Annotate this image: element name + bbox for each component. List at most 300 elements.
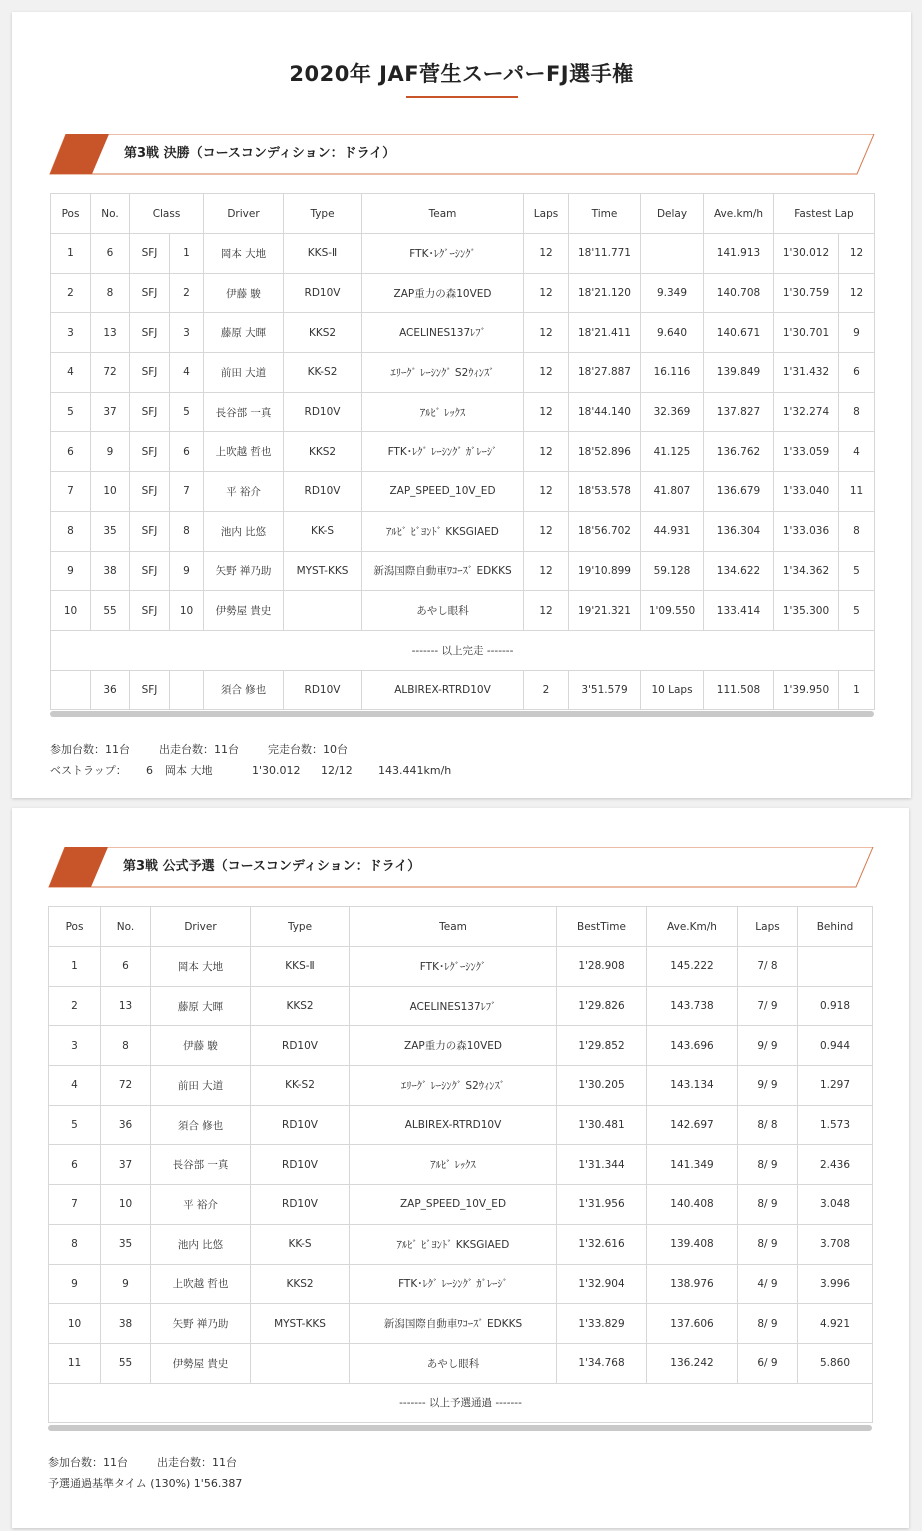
laps-cell: 2: [524, 670, 569, 710]
team-cell: FTK･ﾚｸﾞｰｼﾝｸﾞ: [362, 234, 524, 274]
time-cell: 18'21.120: [569, 273, 641, 313]
laps-cell: 12: [524, 551, 569, 591]
best-time-cell: 1'31.956: [557, 1185, 647, 1225]
delay-cell: 41.125: [641, 432, 704, 472]
time-cell: 18'52.896: [569, 432, 641, 472]
best-lap-lap: 12/12: [321, 764, 353, 777]
time-cell: 18'27.887: [569, 353, 641, 393]
car-no-cell: 9: [91, 432, 130, 472]
class-pos-cell: 3: [170, 313, 204, 353]
car-no-cell: 10: [101, 1185, 151, 1225]
team-cell: ZAP重力の森10VED: [362, 273, 524, 313]
team-cell: あやし眼科: [350, 1343, 557, 1383]
time-cell: 18'21.411: [569, 313, 641, 353]
class-pos-cell: 2: [170, 273, 204, 313]
ave-speed-cell: 137.827: [704, 392, 774, 432]
table-row: [49, 1224, 873, 1264]
table-row: [51, 353, 875, 393]
race-section-title: 第3戦 決勝（コースコンディション：ドライ）: [124, 146, 396, 161]
car-no-cell: 35: [101, 1224, 151, 1264]
table-row: [49, 1185, 873, 1225]
car-no-cell: 6: [101, 947, 151, 987]
fastest-lap-cell: 1'30.012: [774, 234, 839, 274]
type-cell: KKS-Ⅱ: [284, 234, 362, 274]
fastest-lap-cell: 1'39.950: [774, 670, 839, 710]
col-header-laps: Laps: [738, 907, 798, 947]
behind-cell: 1.297: [798, 1066, 873, 1106]
behind-cell: [798, 947, 873, 987]
delay-cell: 32.369: [641, 392, 704, 432]
driver-cell: 伊勢屋 貴史: [204, 591, 284, 631]
pos-cell: 9: [51, 551, 91, 591]
car-no-cell: 36: [91, 670, 130, 710]
col-header-pos: Pos: [51, 194, 91, 234]
time-cell: 3'51.579: [569, 670, 641, 710]
behind-cell: 3.708: [798, 1224, 873, 1264]
table-row: [51, 670, 875, 710]
driver-cell: 池内 比悠: [204, 511, 284, 551]
table-row: [49, 1066, 873, 1106]
class-cell: SFJ: [130, 670, 170, 710]
ave-speed-cell: 143.696: [647, 1026, 738, 1066]
time-cell: 18'56.702: [569, 511, 641, 551]
laps-cell: 12: [524, 353, 569, 393]
ave-speed-cell: 143.738: [647, 986, 738, 1026]
car-no-cell: 8: [91, 273, 130, 313]
best-time-cell: 1'30.205: [557, 1066, 647, 1106]
driver-cell: 前田 大道: [204, 353, 284, 393]
car-no-cell: 13: [101, 986, 151, 1026]
team-cell: ZAP重力の森10VED: [350, 1026, 557, 1066]
type-cell: KKS-Ⅱ: [251, 947, 350, 987]
team-cell: ｴﾘｰｸﾞ ﾚｰｼﾝｸﾞ S2ｳｨﾝｽﾞ: [362, 353, 524, 393]
driver-cell: 池内 比悠: [151, 1224, 251, 1264]
driver-cell: 矢野 禅乃助: [204, 551, 284, 591]
class-cell: SFJ: [130, 234, 170, 274]
race-results-card: [12, 12, 911, 798]
pos-cell: 4: [49, 1066, 101, 1106]
table-row: [49, 947, 873, 987]
car-no-cell: 55: [101, 1343, 151, 1383]
race-summary-counts: [50, 739, 451, 760]
class-cell: SFJ: [130, 392, 170, 432]
table-row: [51, 432, 875, 472]
type-cell: [251, 1343, 350, 1383]
col-header-fastest-lap: Fastest Lap: [774, 194, 875, 234]
class-pos-cell: 8: [170, 511, 204, 551]
qualifying-card: [12, 808, 909, 1528]
fastest-lap-no-cell: 5: [839, 591, 875, 631]
team-cell: ｴﾘｰｸﾞ ﾚｰｼﾝｸﾞ S2ｳｨﾝｽﾞ: [350, 1066, 557, 1106]
delay-cell: 1'09.550: [641, 591, 704, 631]
col-header-team: Team: [362, 194, 524, 234]
team-cell: 新潟国際自動車ﾜｺｰｽﾞ EDKKS: [350, 1304, 557, 1344]
col-header-driver: Driver: [151, 907, 251, 947]
team-cell: ZAP_SPEED_10V_ED: [350, 1185, 557, 1225]
class-pos-cell: 6: [170, 432, 204, 472]
qualifying-summary-counts: [48, 1452, 242, 1473]
laps-cell: 8/ 9: [738, 1304, 798, 1344]
table-row: [51, 591, 875, 631]
laps-cell: 12: [524, 472, 569, 512]
qualifying-section-header: [48, 847, 874, 887]
behind-cell: 4.921: [798, 1304, 873, 1344]
best-time-cell: 1'30.481: [557, 1105, 647, 1145]
team-cell: ｱﾙﾋﾞ ﾚｯｸｽ: [350, 1145, 557, 1185]
laps-cell: 12: [524, 511, 569, 551]
table-row: [49, 1105, 873, 1145]
finishers-count: 完走台数：10台: [268, 743, 348, 756]
table-row: [51, 511, 875, 551]
title-underline: [406, 96, 518, 98]
ave-speed-cell: 136.304: [704, 511, 774, 551]
entries-count: 参加台数：11台: [50, 743, 130, 756]
ave-speed-cell: 141.913: [704, 234, 774, 274]
driver-cell: 長谷部 一真: [204, 392, 284, 432]
laps-cell: 9/ 9: [738, 1026, 798, 1066]
best-lap-car-no: 6: [146, 764, 153, 777]
fastest-lap-cell: 1'30.701: [774, 313, 839, 353]
laps-cell: 6/ 9: [738, 1343, 798, 1383]
fastest-lap-cell: 1'32.274: [774, 392, 839, 432]
ave-speed-cell: 140.408: [647, 1185, 738, 1225]
fastest-lap-no-cell: 12: [839, 273, 875, 313]
fastest-lap-no-cell: 12: [839, 234, 875, 274]
best-time-cell: 1'32.904: [557, 1264, 647, 1304]
col-header-driver: Driver: [204, 194, 284, 234]
class-cell: SFJ: [130, 432, 170, 472]
driver-cell: 須合 修也: [204, 670, 284, 710]
ave-speed-cell: 138.976: [647, 1264, 738, 1304]
car-no-cell: 10: [91, 472, 130, 512]
driver-cell: 長谷部 一真: [151, 1145, 251, 1185]
car-no-cell: 35: [91, 511, 130, 551]
best-time-cell: 1'29.826: [557, 986, 647, 1026]
col-header-type: Type: [284, 194, 362, 234]
driver-cell: 須合 修也: [151, 1105, 251, 1145]
type-cell: KKS2: [251, 986, 350, 1026]
col-header-type: Type: [251, 907, 350, 947]
table-header-row: [51, 194, 875, 234]
best-time-cell: 1'31.344: [557, 1145, 647, 1185]
table-row: [51, 472, 875, 512]
behind-cell: 0.944: [798, 1026, 873, 1066]
class-cell: SFJ: [130, 472, 170, 512]
fastest-lap-no-cell: 11: [839, 472, 875, 512]
class-pos-cell: 5: [170, 392, 204, 432]
race-summary: [50, 739, 451, 781]
table-row: [49, 1304, 873, 1344]
fastest-lap-cell: 1'30.759: [774, 273, 839, 313]
type-cell: RD10V: [284, 392, 362, 432]
page-title: 2020年 JAF菅生スーパーFJ選手権: [289, 62, 634, 86]
table-row: [51, 234, 875, 274]
pos-cell: 10: [49, 1304, 101, 1344]
pos-cell: 5: [49, 1105, 101, 1145]
car-no-cell: 13: [91, 313, 130, 353]
table-row: [51, 313, 875, 353]
type-cell: KKS2: [284, 432, 362, 472]
behind-cell: 5.860: [798, 1343, 873, 1383]
class-pos-cell: 7: [170, 472, 204, 512]
ave-speed-cell: 136.242: [647, 1343, 738, 1383]
race-section-header: [49, 134, 875, 174]
behind-cell: 3.048: [798, 1185, 873, 1225]
delay-cell: 44.931: [641, 511, 704, 551]
fastest-lap-cell: 1'33.059: [774, 432, 839, 472]
class-pos-cell: 1: [170, 234, 204, 274]
best-time-cell: 1'34.768: [557, 1343, 647, 1383]
class-pos-cell: 10: [170, 591, 204, 631]
table-row: [49, 1145, 873, 1185]
team-cell: ACELINES137ﾚﾌﾞ: [362, 313, 524, 353]
ave-speed-cell: 140.671: [704, 313, 774, 353]
fastest-lap-cell: 1'34.362: [774, 551, 839, 591]
time-cell: 18'11.771: [569, 234, 641, 274]
ave-speed-cell: 134.622: [704, 551, 774, 591]
type-cell: RD10V: [251, 1026, 350, 1066]
ave-speed-cell: 111.508: [704, 670, 774, 710]
behind-cell: 0.918: [798, 986, 873, 1026]
ave-speed-cell: 133.414: [704, 591, 774, 631]
table-row: [51, 273, 875, 313]
behind-cell: 1.573: [798, 1105, 873, 1145]
type-cell: KKS2: [284, 313, 362, 353]
laps-cell: 4/ 9: [738, 1264, 798, 1304]
fastest-lap-no-cell: 4: [839, 432, 875, 472]
laps-cell: 8/ 8: [738, 1105, 798, 1145]
table-divider-row: [49, 1383, 873, 1423]
car-no-cell: 6: [91, 234, 130, 274]
team-cell: ACELINES137ﾚﾌﾞ: [350, 986, 557, 1026]
ave-speed-cell: 136.762: [704, 432, 774, 472]
team-cell: ALBIREX-RTRD10V: [350, 1105, 557, 1145]
driver-cell: 前田 大道: [151, 1066, 251, 1106]
laps-cell: 7/ 8: [738, 947, 798, 987]
driver-cell: 平 裕介: [151, 1185, 251, 1225]
table-row: [51, 392, 875, 432]
car-no-cell: 36: [101, 1105, 151, 1145]
type-cell: MYST-KKS: [251, 1304, 350, 1344]
type-cell: RD10V: [284, 670, 362, 710]
fastest-lap-no-cell: 8: [839, 392, 875, 432]
driver-cell: 平 裕介: [204, 472, 284, 512]
best-time-cell: 1'33.829: [557, 1304, 647, 1344]
delay-cell: 9.349: [641, 273, 704, 313]
type-cell: MYST-KKS: [284, 551, 362, 591]
pos-cell: 1: [49, 947, 101, 987]
car-no-cell: 72: [101, 1066, 151, 1106]
driver-cell: 矢野 禅乃助: [151, 1304, 251, 1344]
col-header-no: No.: [91, 194, 130, 234]
best-time-cell: 1'28.908: [557, 947, 647, 987]
fastest-lap-cell: 1'35.300: [774, 591, 839, 631]
pos-cell: 9: [49, 1264, 101, 1304]
class-cell: SFJ: [130, 273, 170, 313]
class-cell: SFJ: [130, 353, 170, 393]
best-lap-label: ベストラップ：: [50, 764, 127, 777]
pos-cell: 1: [51, 234, 91, 274]
driver-cell: 岡本 大地: [204, 234, 284, 274]
car-no-cell: 55: [91, 591, 130, 631]
time-cell: 19'21.321: [569, 591, 641, 631]
car-no-cell: 38: [101, 1304, 151, 1344]
driver-cell: 伊勢屋 貴史: [151, 1343, 251, 1383]
col-header-no: No.: [101, 907, 151, 947]
delay-cell: 59.128: [641, 551, 704, 591]
qualifying-cutoff-time: 予選通過基準タイム (130%) 1'56.387: [48, 1477, 243, 1490]
behind-cell: 3.996: [798, 1264, 873, 1304]
team-cell: FTK･ﾚｸﾞ ﾚｰｼﾝｸﾞ ｶﾞﾚｰｼﾞ: [350, 1264, 557, 1304]
laps-cell: 7/ 9: [738, 986, 798, 1026]
team-cell: FTK･ﾚｸﾞｰｼﾝｸﾞ: [350, 947, 557, 987]
horizontal-scrollbar[interactable]: [50, 711, 874, 717]
type-cell: RD10V: [251, 1105, 350, 1145]
table-row: [49, 1264, 873, 1304]
driver-cell: 藤原 大暉: [204, 313, 284, 353]
col-header-best-time: BestTime: [557, 907, 647, 947]
pos-cell: 3: [49, 1026, 101, 1066]
laps-cell: 8/ 9: [738, 1145, 798, 1185]
laps-cell: 12: [524, 392, 569, 432]
class-cell: SFJ: [130, 511, 170, 551]
laps-cell: 12: [524, 591, 569, 631]
car-no-cell: 8: [101, 1026, 151, 1066]
type-cell: [284, 591, 362, 631]
ave-speed-cell: 136.679: [704, 472, 774, 512]
type-cell: KK-S: [251, 1224, 350, 1264]
team-cell: ｱﾙﾋﾞ ﾚｯｸｽ: [362, 392, 524, 432]
laps-cell: 8/ 9: [738, 1224, 798, 1264]
ave-speed-cell: 141.349: [647, 1145, 738, 1185]
pos-cell: 11: [49, 1343, 101, 1383]
fastest-lap-no-cell: 9: [839, 313, 875, 353]
best-lap-line: [50, 760, 451, 781]
divider-label: ------- 以上予選通過 -------: [49, 1383, 873, 1423]
laps-cell: 12: [524, 313, 569, 353]
class-cell: SFJ: [130, 313, 170, 353]
team-cell: ALBIREX-RTRD10V: [362, 670, 524, 710]
col-header-pos: Pos: [49, 907, 101, 947]
car-no-cell: 38: [91, 551, 130, 591]
ave-speed-cell: 139.408: [647, 1224, 738, 1264]
table-row: [49, 986, 873, 1026]
pos-cell: 8: [49, 1224, 101, 1264]
qualifying-section-title: 第3戦 公式予選（コースコンディション：ドライ）: [123, 859, 421, 874]
behind-cell: 2.436: [798, 1145, 873, 1185]
col-header-class: Class: [130, 194, 204, 234]
class-cell: SFJ: [130, 551, 170, 591]
type-cell: KK-S: [284, 511, 362, 551]
qualifying-summary: [48, 1452, 242, 1494]
class-pos-cell: 9: [170, 551, 204, 591]
driver-cell: 伊藤 駿: [151, 1026, 251, 1066]
best-time-cell: 1'29.852: [557, 1026, 647, 1066]
team-cell: FTK･ﾚｸﾞ ﾚｰｼﾝｸﾞ ｶﾞﾚｰｼﾞ: [362, 432, 524, 472]
horizontal-scrollbar[interactable]: [48, 1425, 872, 1431]
driver-cell: 藤原 大暉: [151, 986, 251, 1026]
laps-cell: 12: [524, 432, 569, 472]
entries-count: 参加台数：11台: [48, 1456, 128, 1469]
delay-cell: 16.116: [641, 353, 704, 393]
class-pos-cell: 4: [170, 353, 204, 393]
pos-cell: 4: [51, 353, 91, 393]
col-header-ave-speed: Ave.km/h: [704, 194, 774, 234]
type-cell: RD10V: [284, 273, 362, 313]
fastest-lap-no-cell: 6: [839, 353, 875, 393]
col-header-behind: Behind: [798, 907, 873, 947]
pos-cell: [51, 670, 91, 710]
table-header-row: [49, 907, 873, 947]
time-cell: 18'53.578: [569, 472, 641, 512]
laps-cell: 8/ 9: [738, 1185, 798, 1225]
ave-speed-cell: 142.697: [647, 1105, 738, 1145]
delay-cell: 41.807: [641, 472, 704, 512]
table-row: [49, 1343, 873, 1383]
laps-cell: 12: [524, 234, 569, 274]
team-cell: あやし眼科: [362, 591, 524, 631]
col-header-laps: Laps: [524, 194, 569, 234]
table-row: [51, 551, 875, 591]
type-cell: RD10V: [284, 472, 362, 512]
class-cell: SFJ: [130, 591, 170, 631]
fastest-lap-no-cell: 1: [839, 670, 875, 710]
class-pos-cell: [170, 670, 204, 710]
starters-count: 出走台数：11台: [159, 743, 239, 756]
table-row: [49, 1026, 873, 1066]
col-header-delay: Delay: [641, 194, 704, 234]
team-cell: ｱﾙﾋﾞ ﾋﾞﾖﾝﾄﾞ KKSGIAED: [362, 511, 524, 551]
race-results-table: [50, 193, 875, 710]
fastest-lap-cell: 1'33.040: [774, 472, 839, 512]
fastest-lap-cell: 1'33.036: [774, 511, 839, 551]
pos-cell: 7: [51, 472, 91, 512]
pos-cell: 6: [49, 1145, 101, 1185]
col-header-time: Time: [569, 194, 641, 234]
pos-cell: 2: [49, 986, 101, 1026]
pos-cell: 10: [51, 591, 91, 631]
col-header-ave-speed: Ave.Km/h: [647, 907, 738, 947]
col-header-team: Team: [350, 907, 557, 947]
driver-cell: 岡本 大地: [151, 947, 251, 987]
car-no-cell: 9: [101, 1264, 151, 1304]
car-no-cell: 72: [91, 353, 130, 393]
fastest-lap-no-cell: 5: [839, 551, 875, 591]
laps-cell: 9/ 9: [738, 1066, 798, 1106]
delay-cell: [641, 234, 704, 274]
best-lap-driver: 岡本 大地: [165, 764, 213, 777]
pos-cell: 3: [51, 313, 91, 353]
pos-cell: 8: [51, 511, 91, 551]
best-lap-speed: 143.441km/h: [378, 764, 452, 777]
type-cell: KK-S2: [251, 1066, 350, 1106]
fastest-lap-cell: 1'31.432: [774, 353, 839, 393]
ave-speed-cell: 143.134: [647, 1066, 738, 1106]
best-lap-time: 1'30.012: [252, 764, 301, 777]
driver-cell: 上吹越 哲也: [204, 432, 284, 472]
ave-speed-cell: 137.606: [647, 1304, 738, 1344]
team-cell: ZAP_SPEED_10V_ED: [362, 472, 524, 512]
pos-cell: 2: [51, 273, 91, 313]
car-no-cell: 37: [91, 392, 130, 432]
qualifying-results-table: [48, 906, 873, 1423]
driver-cell: 上吹越 哲也: [151, 1264, 251, 1304]
time-cell: 18'44.140: [569, 392, 641, 432]
driver-cell: 伊藤 駿: [204, 273, 284, 313]
starters-count: 出走台数：11台: [157, 1456, 237, 1469]
type-cell: KKS2: [251, 1264, 350, 1304]
team-cell: 新潟国際自動車ﾜｺｰｽﾞ EDKKS: [362, 551, 524, 591]
